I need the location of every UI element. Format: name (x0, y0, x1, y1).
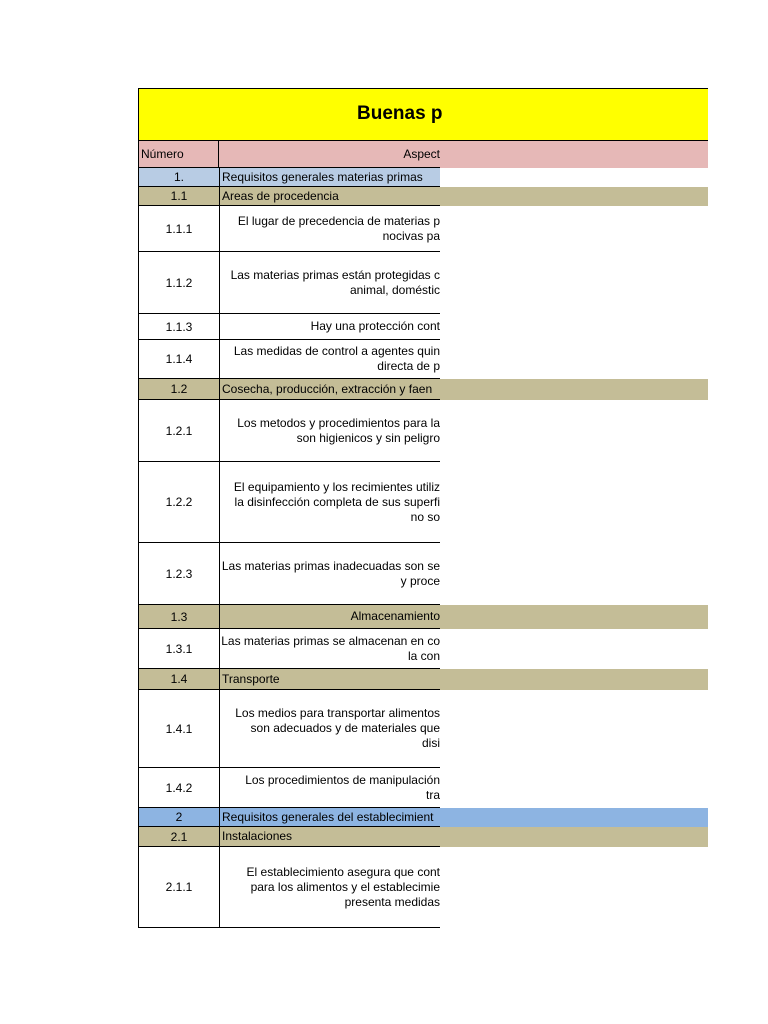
row-text (220, 690, 440, 767)
row-text-line: tra (425, 787, 440, 802)
row-text-line: Las medidas de control a agentes quin (233, 344, 440, 358)
row-text-line: para los alimentos y el establecimie (250, 879, 440, 894)
row-text-line: no so (410, 509, 440, 524)
row-band (440, 379, 708, 400)
header-band (440, 141, 708, 168)
row-text-line: la con (407, 648, 440, 663)
header-numero: Número (139, 141, 219, 167)
row-number: 1.1.1 (139, 206, 220, 251)
row-number: 1.1 (139, 187, 220, 205)
row-text (220, 768, 440, 807)
row-text-line: son adecuados y de materiales que (250, 721, 440, 735)
row-text (220, 543, 440, 604)
row-text-line: Las materias primas inadecuadas son se (221, 558, 440, 573)
row-text: Areas de procedencia (222, 188, 339, 203)
row-text-line: Los metodos y procedimientos para la (237, 415, 440, 430)
row-text: Almacenamiento (350, 609, 440, 623)
row-text-line: El equipamiento y los recimientes utiliz (233, 479, 440, 494)
row-number: 1.1.3 (139, 314, 220, 339)
row-band (440, 808, 708, 827)
row-number: 1.4.1 (139, 690, 220, 767)
row-text-line: y proce (400, 573, 440, 588)
row-number: 1.2.1 (139, 400, 220, 461)
row-number: 1.4 (139, 669, 220, 689)
row-number: 1.4.2 (139, 768, 220, 807)
row-number: 1. (139, 168, 220, 186)
row-text-line: la disinfección completa de sus superfi (234, 494, 440, 509)
row-number: 1.2.3 (139, 543, 220, 604)
row-text-line: Las materias primas están protegidas c (230, 267, 440, 282)
row-text: Transporte (222, 671, 280, 686)
row-text-line: directa de p (377, 359, 440, 373)
row-text (220, 340, 440, 378)
row-text (220, 847, 440, 927)
row-text: Cosecha, producción, extracción y faen (222, 381, 433, 396)
row-text-line: El lugar de precedencia de materias p (237, 213, 440, 228)
row-number: 1.1.4 (139, 340, 220, 378)
row-text: Requisitos generales del establecimient (222, 809, 434, 824)
row-text-line: El establecimiento asegura que cont (246, 864, 440, 879)
sheet-title: Buenas p (357, 103, 443, 124)
row-text: Instalaciones (222, 829, 293, 843)
row-text (220, 462, 440, 542)
row-text-line: nocivas pa (382, 228, 440, 243)
row-band (440, 827, 708, 847)
row-number: 1.2.2 (139, 462, 220, 542)
row-number: 2.1 (139, 827, 220, 846)
row-text (220, 252, 440, 313)
row-band (440, 187, 708, 206)
row-text (220, 314, 440, 339)
row-number: 1.3 (139, 605, 220, 628)
row-text-line: Hay una protección cont (310, 319, 440, 333)
row-text-line: son higienicos y sin peligro (296, 430, 440, 445)
row-text-line: Los medios para transportar alimentos (235, 706, 440, 720)
row-text (220, 206, 440, 251)
row-text-line: animal, doméstic (349, 282, 440, 297)
row-band (440, 669, 708, 690)
row-band (440, 605, 708, 629)
row-text-line: Las materias primas se almacenan en co (221, 633, 440, 648)
row-text-line: disi (421, 736, 440, 750)
row-text: Requisitos generales materias primas (222, 169, 423, 184)
row-number: 1.1.2 (139, 252, 220, 313)
header-aspecto-label: Aspect (403, 146, 440, 161)
row-text-line: presenta medidas (344, 894, 440, 909)
row-number: 2 (139, 808, 220, 826)
header-aspecto (220, 141, 440, 167)
row-number: 2.1.1 (139, 847, 220, 927)
row-text-line: Los procedimientos de manipulación (245, 772, 440, 787)
row-number: 1.3.1 (139, 629, 220, 668)
row-number: 1.2 (139, 379, 220, 399)
row-text (220, 629, 440, 668)
sheet-title-bar (138, 88, 708, 141)
row-text (220, 400, 440, 461)
